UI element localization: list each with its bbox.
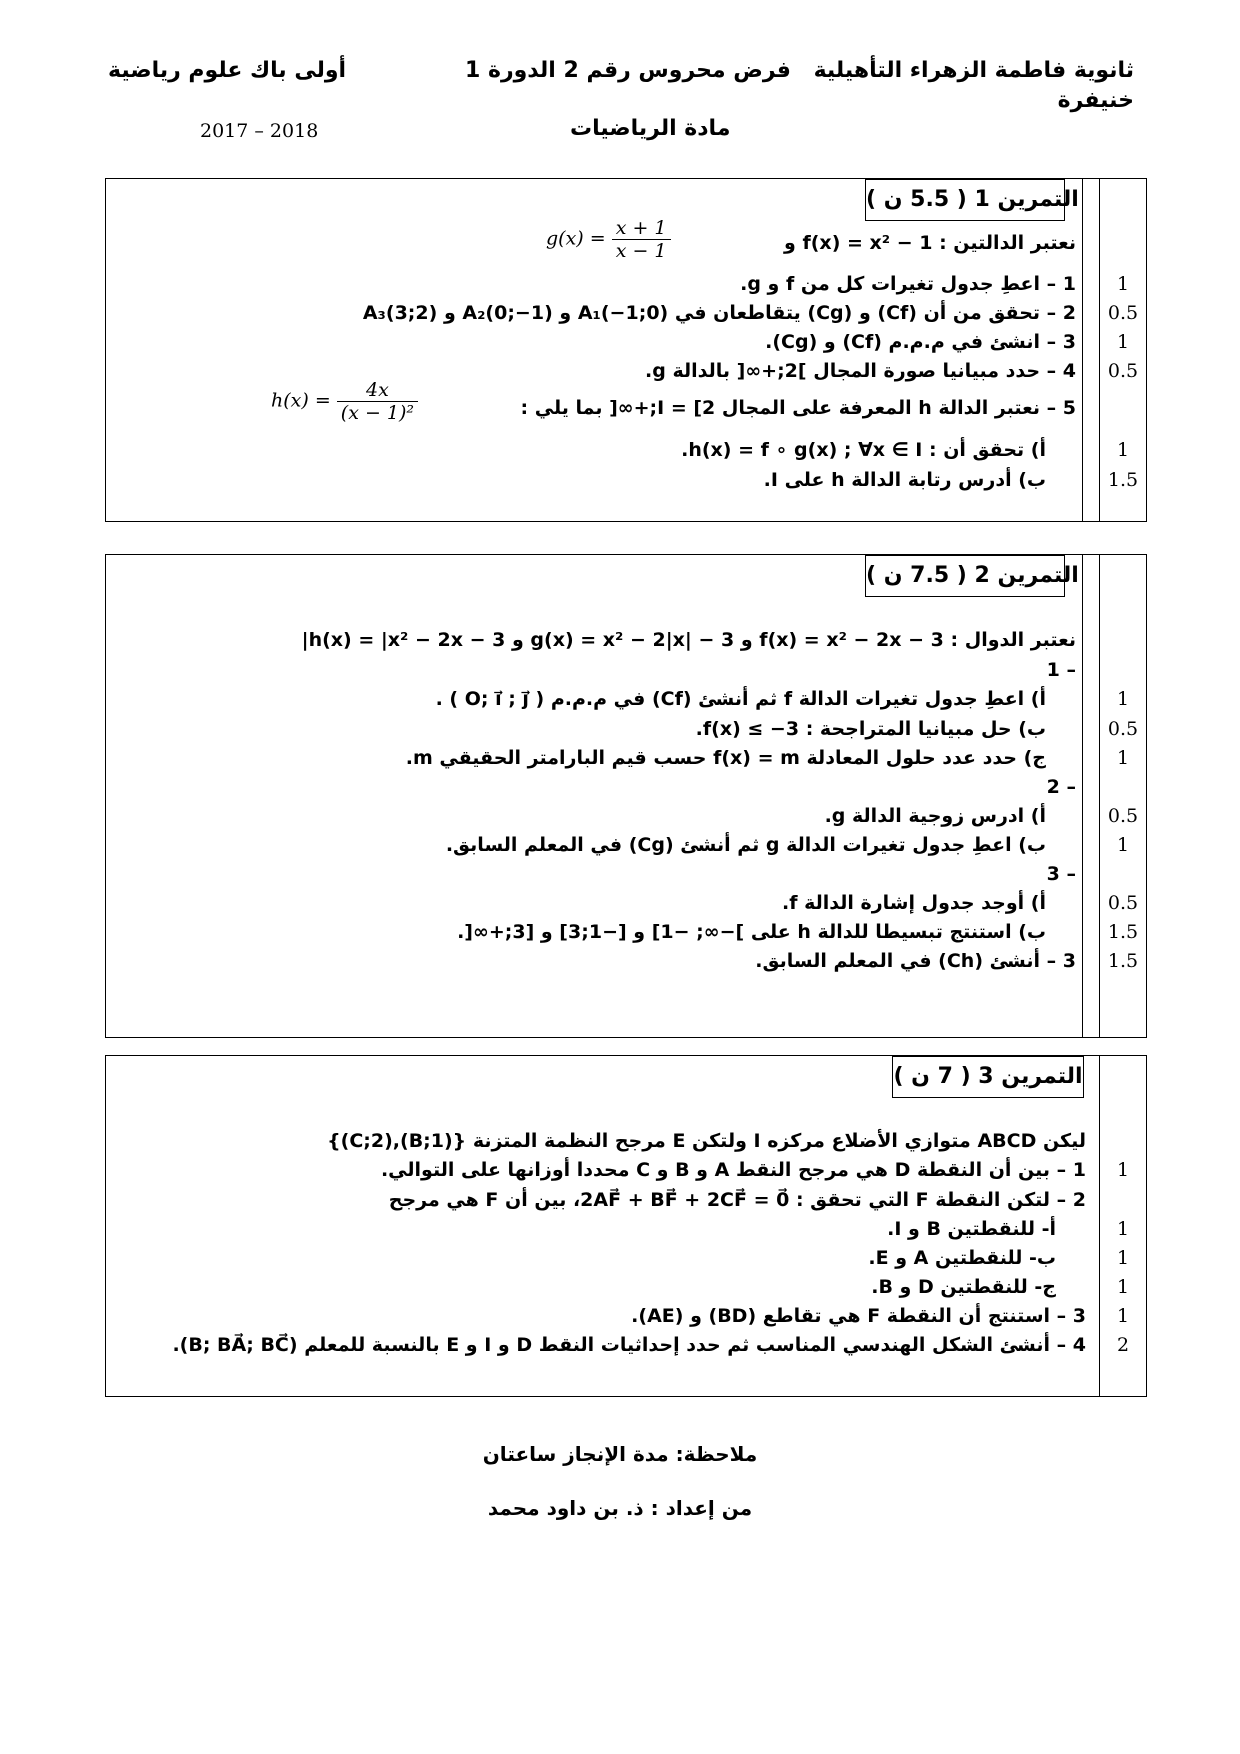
ex3-mark-2a: 1 (1116, 1218, 1130, 1240)
exercise-2-box (105, 554, 1147, 1038)
ex2-mark-2a: 0.5 (1107, 805, 1139, 827)
exercise-1-box (105, 178, 1147, 522)
subject-title: مادة الرياضيات (570, 116, 731, 141)
ex1-item-5b: ب) أدرس رتابة الدالة h على I. (763, 469, 1046, 491)
g-numerator: x + 1 (612, 217, 671, 240)
ex3-mark-3: 1 (1116, 1305, 1130, 1327)
ex3-item-2a: أ- للنقطتين B و I. (887, 1218, 1056, 1240)
ex1-item-5a: أ) تحقق أن : h(x) = f ∘ g(x) ; ∀x ∈ I. (681, 439, 1046, 461)
ex1-mark-4: 0.5 (1107, 360, 1139, 382)
ex2-intro: نعتبر الدوال : f(x) = x² − 2x − 3 و g(x) = x² − 2|x| − 3 و h(x) = |x² − 2x − 3| (301, 629, 1076, 651)
exercise-3-title: التمرين 3 ( 7 ن ) (892, 1056, 1084, 1098)
city-name: خنيفرة (1057, 88, 1134, 113)
ex2-item-2b: ب) اعطِ جدول تغيرات الدالة g ثم أنشئ (Cg) في المعلم السابق. (445, 834, 1046, 856)
h-numerator: 4x (337, 379, 418, 402)
ex1-intro: نعتبر الدالتين : f(x) = x² − 1 و (784, 232, 1076, 254)
ex3-mark-2c: 1 (1116, 1276, 1130, 1298)
ex1-item-1: 1 – اعطِ جدول تغيرات كل من f و g. (740, 273, 1076, 295)
ex2-item-1c: ج) حدد عدد حلول المعادلة f(x) = m حسب قيم البارامتر الحقيقي m. (405, 747, 1046, 769)
ex2-mark-1a: 1 (1116, 688, 1130, 710)
g-fraction (612, 217, 671, 262)
ex1-g-definition (546, 217, 671, 262)
ex2-part-2: 2 – (1046, 776, 1076, 798)
ex3-mark-4: 2 (1116, 1334, 1130, 1356)
ex2-part-3: 3 – (1046, 863, 1076, 885)
exercise-3-box (105, 1055, 1147, 1397)
ex1-mark-5a: 1 (1116, 439, 1130, 461)
ex2-mark-3a: 0.5 (1107, 892, 1139, 914)
ex2-item-1a: أ) اعطِ جدول تغيرات الدالة f ثم أنشئ (Cf) في م.م.م ( O; i⃗ ; j⃗ ) . (435, 688, 1046, 710)
class-level: أولى باك علوم رياضية (108, 58, 347, 83)
ex2-mark-3b: 1.5 (1107, 921, 1139, 943)
ex2-item-1b: ب) حل مبيانيا المتراجحة : f(x) ≤ −3. (695, 718, 1046, 740)
ex3-item-1: 1 – بين أن النقطة D هي مرجح النقط A و B و C محددا أوزانها على التوالي. (380, 1159, 1086, 1181)
numbering-column (1082, 179, 1100, 521)
author-credit: من إعداد : ذ. بن داود محمد (487, 1496, 753, 1520)
ex2-item-3b: ب) استنتج تبسيطا للدالة h على ]−∞; −1] و [−1;3] و [3;+∞[. (457, 921, 1046, 943)
ex1-item-3: 3 – انشئ في م.م.م (Cf) و (Cg). (765, 331, 1076, 353)
ex2-item-3a: أ) أوجد جدول إشارة الدالة f. (781, 892, 1046, 914)
ex2-part-1: 1 – (1046, 659, 1076, 681)
ex2-mark-2b: 1 (1116, 834, 1130, 856)
ex3-mark-1: 1 (1116, 1159, 1130, 1181)
ex3-intro: ليكن ABCD متوازي الأضلاع مركزه I ولتكن E مرجح النظمة المتزنة {(B;1),(C;2)} (327, 1130, 1086, 1152)
ex2-item-2a: أ) ادرس زوجية الدالة g. (824, 805, 1046, 827)
school-name: ثانوية فاطمة الزهراء التأهيلية (813, 58, 1134, 83)
h-lhs: h(x) = (271, 389, 331, 412)
duration-note: ملاحظة: مدة الإنجاز ساعتان (482, 1442, 758, 1466)
ex1-mark-3: 1 (1116, 331, 1130, 353)
numbering-column (1082, 555, 1100, 1037)
exercise-1-title: التمرين 1 ( 5.5 ن ) (865, 179, 1065, 221)
exercise-2-title: التمرين 2 ( 7.5 ن ) (865, 555, 1065, 597)
ex1-item-2: 2 – تحقق من أن (Cf) و (Cg) يتقاطعان في (0;1−)A₁ و (1−;0)A₂ و (2;3)A₃ (362, 302, 1076, 324)
h-fraction (337, 379, 418, 424)
ex3-item-2c: ج- للنقطتين D و B. (871, 1276, 1056, 1298)
g-lhs: g(x) = (546, 227, 606, 250)
ex3-item-2b: ب- للنقطتين A و E. (868, 1247, 1056, 1269)
ex1-item-5: 5 – نعتبر الدالة h المعرفة على المجال I = [2;+∞[ بما يلي : (520, 397, 1076, 419)
ex3-item-3: 3 – استنتج أن النقطة F هي تقاطع (BD) و (AE). (631, 1305, 1086, 1327)
ex1-mark-2: 0.5 (1107, 302, 1139, 324)
ex3-mark-2b: 1 (1116, 1247, 1130, 1269)
ex2-mark-1b: 0.5 (1107, 718, 1139, 740)
ex2-mark-4: 1.5 (1107, 950, 1139, 972)
ex1-mark-5b: 1.5 (1107, 469, 1139, 491)
ex1-h-definition (271, 379, 418, 424)
g-denominator: x − 1 (615, 240, 667, 262)
ex1-item-4: 4 – حدد مبيانيا صورة المجال ]2;+∞[ بالدالة g. (645, 360, 1076, 382)
h-denominator: (x − 1)² (340, 402, 415, 424)
exam-title: فرض محروس رقم 2 الدورة 1 (465, 58, 791, 83)
ex2-item-4: 3 – أنشئ (Ch) في المعلم السابق. (755, 950, 1076, 972)
school-year: 2017 – 2018 (200, 120, 319, 142)
ex3-item-2: 2 – لتكن النقطة F التي تحقق : 2AF⃗ + BF⃗ + 2CF⃗ = 0⃗، بين أن F هي مرجح (388, 1189, 1086, 1211)
ex1-mark-1: 1 (1116, 273, 1130, 295)
ex3-item-4: 4 – أنشئ الشكل الهندسي المناسب ثم حدد إحداثيات النقط D و I و E بالنسبة للمعلم (B; BA⃗; BC⃗). (172, 1334, 1086, 1356)
ex2-mark-1c: 1 (1116, 747, 1130, 769)
